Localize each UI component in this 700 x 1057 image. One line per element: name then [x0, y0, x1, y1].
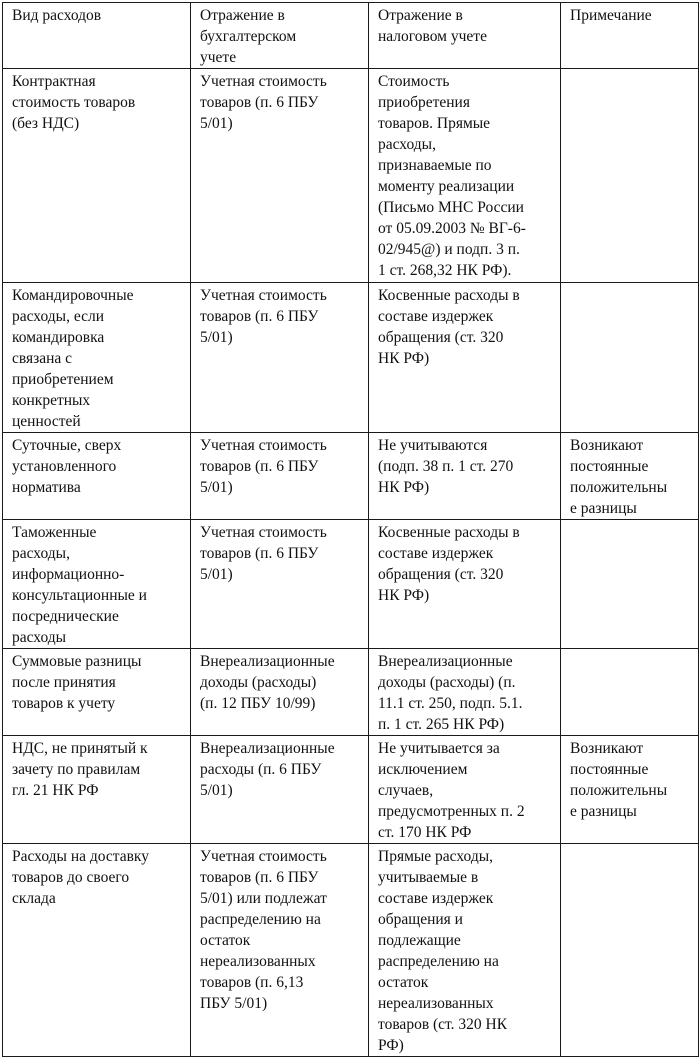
- cell-tax: Не учитывается за исключением случаев, предусмотренных п. 2 ст. 170 НК РФ: [369, 736, 561, 844]
- cell-accounting: Учетная стоимость товаров (п. 6 ПБУ 5/01): [191, 69, 369, 283]
- cell-expense-type: Таможенные расходы, информационно- консультационные и посреднические расходы: [3, 520, 191, 649]
- cell-expense-type: Командировочные расходы, если командировка связана с приобретением конкретных ценностей: [3, 283, 191, 433]
- table-row: [3, 433, 699, 520]
- header-note: Примечание: [561, 3, 699, 69]
- header-accounting: Отражение в бухгалтерском учете: [191, 3, 369, 69]
- cell-expense-type: Суточные, сверх установленного норматива: [3, 433, 191, 520]
- cell-expense-type: Расходы на доставку товаров до своего склада: [3, 844, 191, 1057]
- cell-tax: Стоимость приобретения товаров. Прямые расходы, признаваемые по моменту реализации (Письмо МНС России от 05.09.2003 № ВГ-6- 02/945@) и подп. 3 п. 1 ст. 268,32 НК РФ).: [369, 69, 561, 283]
- cell-accounting: Учетная стоимость товаров (п. 6 ПБУ 5/01): [191, 433, 369, 520]
- cell-tax: Не учитываются (подп. 38 п. 1 ст. 270 НК РФ): [369, 433, 561, 520]
- expense-table: [2, 2, 699, 1057]
- header-row: [3, 3, 699, 69]
- cell-note: [561, 69, 699, 283]
- header-expense-type: Вид расходов: [3, 3, 191, 69]
- cell-note: [561, 844, 699, 1057]
- cell-expense-type: Суммовые разницы после принятия товаров к учету: [3, 649, 191, 736]
- table-row: [3, 520, 699, 649]
- table-row: [3, 69, 699, 283]
- cell-note: Возникают постоянные положительны е разницы: [561, 736, 699, 844]
- cell-tax: Косвенные расходы в составе издержек обращения (ст. 320 НК РФ): [369, 283, 561, 433]
- table-row: [3, 844, 699, 1057]
- cell-note: [561, 520, 699, 649]
- table-row: [3, 649, 699, 736]
- cell-note: [561, 283, 699, 433]
- table-row: [3, 736, 699, 844]
- cell-note: [561, 649, 699, 736]
- cell-accounting: Учетная стоимость товаров (п. 6 ПБУ 5/01): [191, 283, 369, 433]
- cell-expense-type: НДС, не принятый к зачету по правилам гл. 21 НК РФ: [3, 736, 191, 844]
- header-tax: Отражение в налоговом учете: [369, 3, 561, 69]
- cell-accounting: Учетная стоимость товаров (п. 6 ПБУ 5/01): [191, 520, 369, 649]
- cell-accounting: Учетная стоимость товаров (п. 6 ПБУ 5/01) или подлежат распределению на остаток нереализованных товаров (п. 6,13 ПБУ 5/01): [191, 844, 369, 1057]
- cell-tax: Косвенные расходы в составе издержек обращения (ст. 320 НК РФ): [369, 520, 561, 649]
- table-row: [3, 283, 699, 433]
- cell-accounting: Внереализационные доходы (расходы) (п. 12 ПБУ 10/99): [191, 649, 369, 736]
- cell-note: Возникают постоянные положительны е разницы: [561, 433, 699, 520]
- cell-expense-type: Контрактная стоимость товаров (без НДС): [3, 69, 191, 283]
- cell-accounting: Внереализационные расходы (п. 6 ПБУ 5/01): [191, 736, 369, 844]
- cell-tax: Внереализационные доходы (расходы) (п. 11.1 ст. 250, подп. 5.1. п. 1 ст. 265 НК РФ): [369, 649, 561, 736]
- cell-tax: Прямые расходы, учитываемые в составе издержек обращения и подлежащие распределению на остаток нереализованных товаров (ст. 320 НК РФ): [369, 844, 561, 1057]
